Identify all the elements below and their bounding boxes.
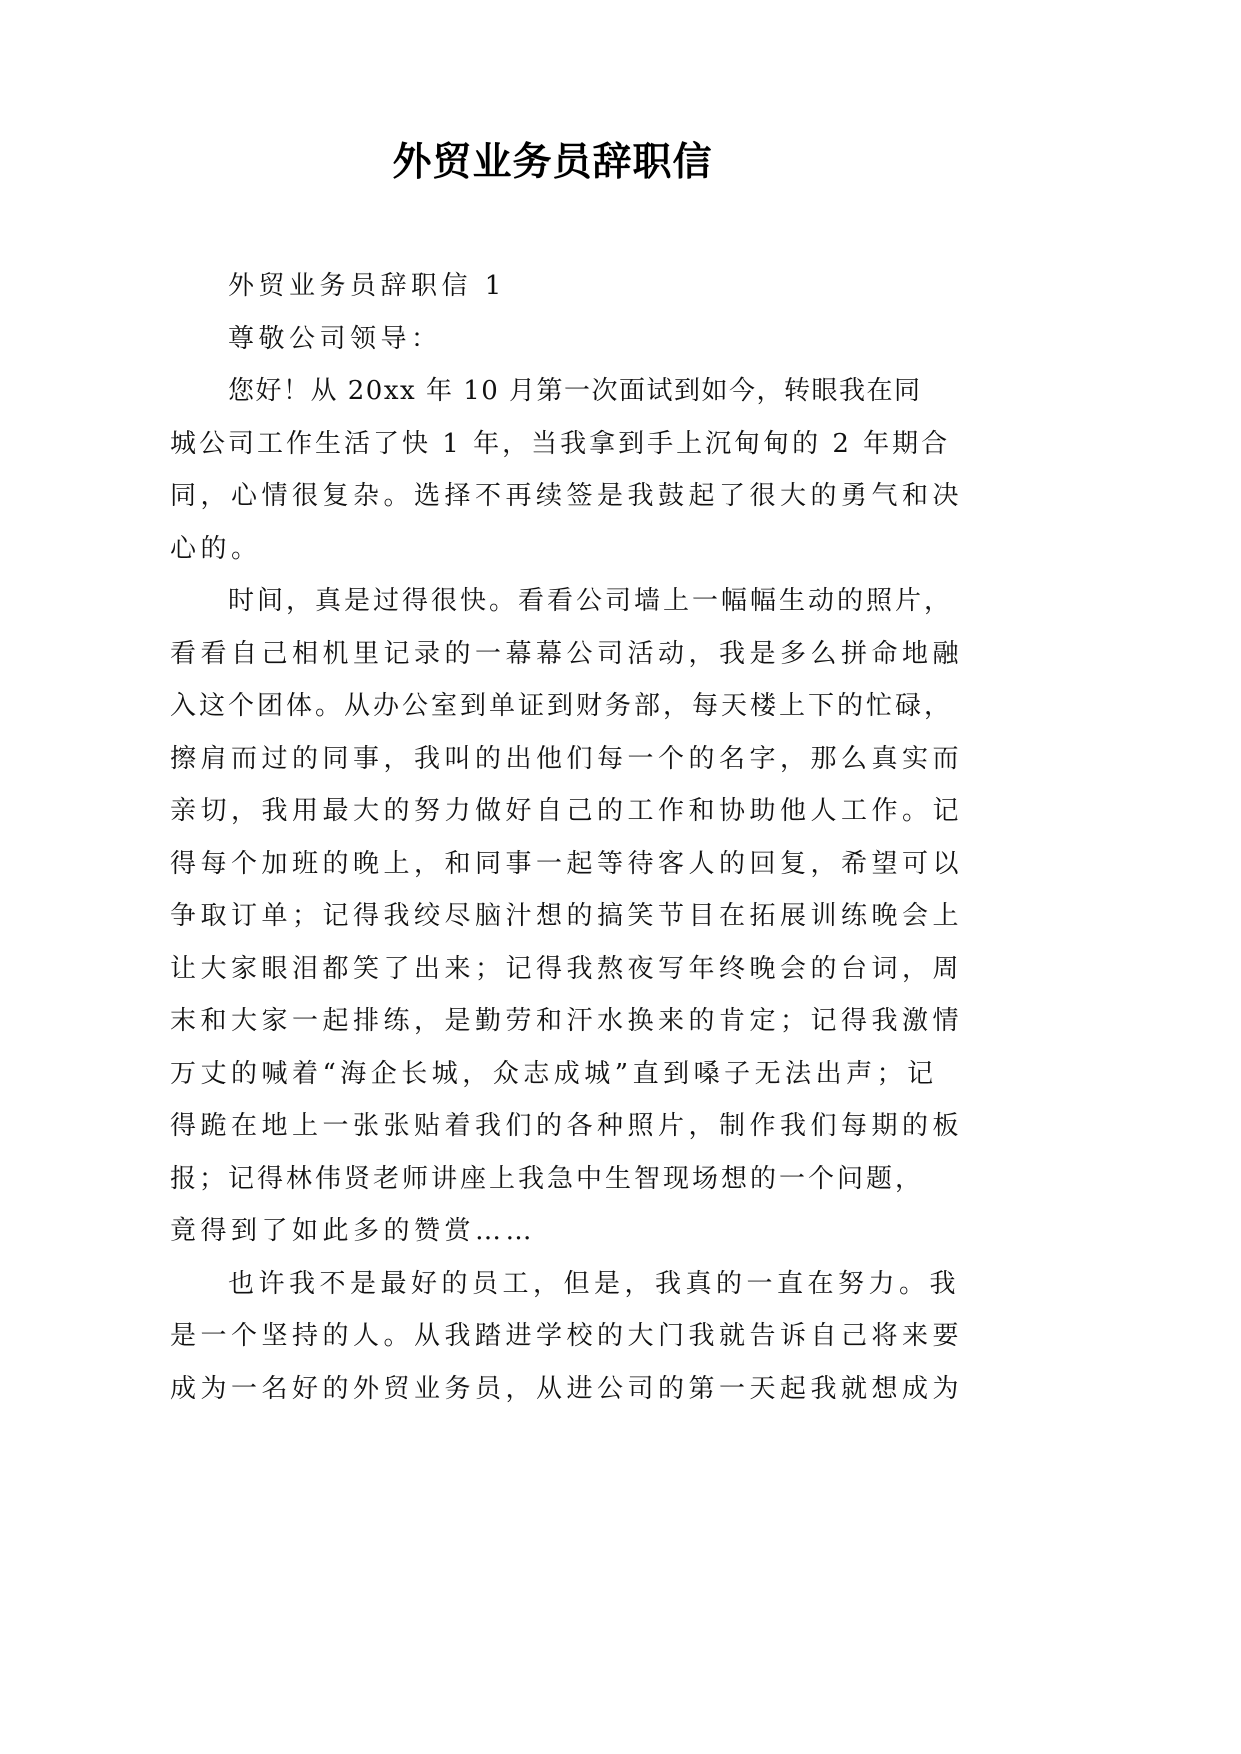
paragraph-2-line-2: 看看自己相机里记录的一幕幕公司活动，我是多么拼命地融 — [170, 638, 964, 669]
paragraph-3-line-1: 也许我不是最好的员工，但是，我真的一直在努力。我 — [228, 1268, 961, 1299]
paragraph-1-line-3: 同，心情很复杂。选择不再续签是我鼓起了很大的勇气和决 — [170, 481, 964, 511]
paragraph-1-line-4: 心的。 — [170, 533, 262, 564]
paragraph-2-line-6: 得每个加班的晚上，和同事一起等待客人的回复，希望可以 — [170, 848, 964, 879]
paragraph-2-line-13: 竟得到了如此多的赞赏…… — [170, 1216, 537, 1246]
letter-heading: 外贸业务员辞职信 1 — [228, 271, 506, 301]
paragraph-1-line-1: 您好！从 20xx 年 10 月第一次面试到如今，转眼我在同 — [228, 376, 922, 406]
salutation: 尊敬公司领导： — [228, 323, 442, 354]
paragraph-2-line-7: 争取订单；记得我绞尽脑汁想的搞笑节目在拓展训练晚会上 — [170, 901, 964, 931]
paragraph-2-line-11: 得跪在地上一张张贴着我们的各种照片，制作我们每期的板 — [170, 1111, 964, 1141]
paragraph-2-line-12: 报；记得林伟贤老师讲座上我急中生智现场想的一个问题， — [170, 1163, 925, 1194]
paragraph-2-line-5: 亲切，我用最大的努力做好自己的工作和协助他人工作。记 — [170, 796, 964, 826]
paragraph-2-line-4: 擦肩而过的同事，我叫的出他们每一个的名字，那么真实而 — [170, 743, 964, 774]
paragraph-2-line-10: 万丈的喊着“海企长城，众志成城”直到嗓子无法出声；记 — [170, 1058, 938, 1089]
document-body — [170, 260, 964, 1415]
paragraph-1-line-2: 城公司工作生活了快 1 年，当我拿到手上沉甸甸的 2 年期合 — [170, 428, 951, 459]
paragraph-2-line-9: 末和大家一起排练，是勤劳和汗水换来的肯定；记得我激情 — [170, 1006, 964, 1036]
document-title: 外贸业务员辞职信 — [392, 140, 713, 185]
paragraph-2-line-1: 时间，真是过得很快。看看公司墙上一幅幅生动的照片， — [228, 586, 954, 616]
paragraph-2-line-3: 入这个团体。从办公室到单证到财务部，每天楼上下的忙碌， — [170, 691, 954, 721]
paragraph-3-line-2: 是一个坚持的人。从我踏进学校的大门我就告诉自己将来要 — [170, 1321, 964, 1351]
paragraph-2-line-8: 让大家眼泪都笑了出来；记得我熬夜写年终晚会的台词，周 — [170, 953, 964, 984]
paragraph-3-line-3: 成为一名好的外贸业务员，从进公司的第一天起我就想成为 — [170, 1373, 964, 1404]
